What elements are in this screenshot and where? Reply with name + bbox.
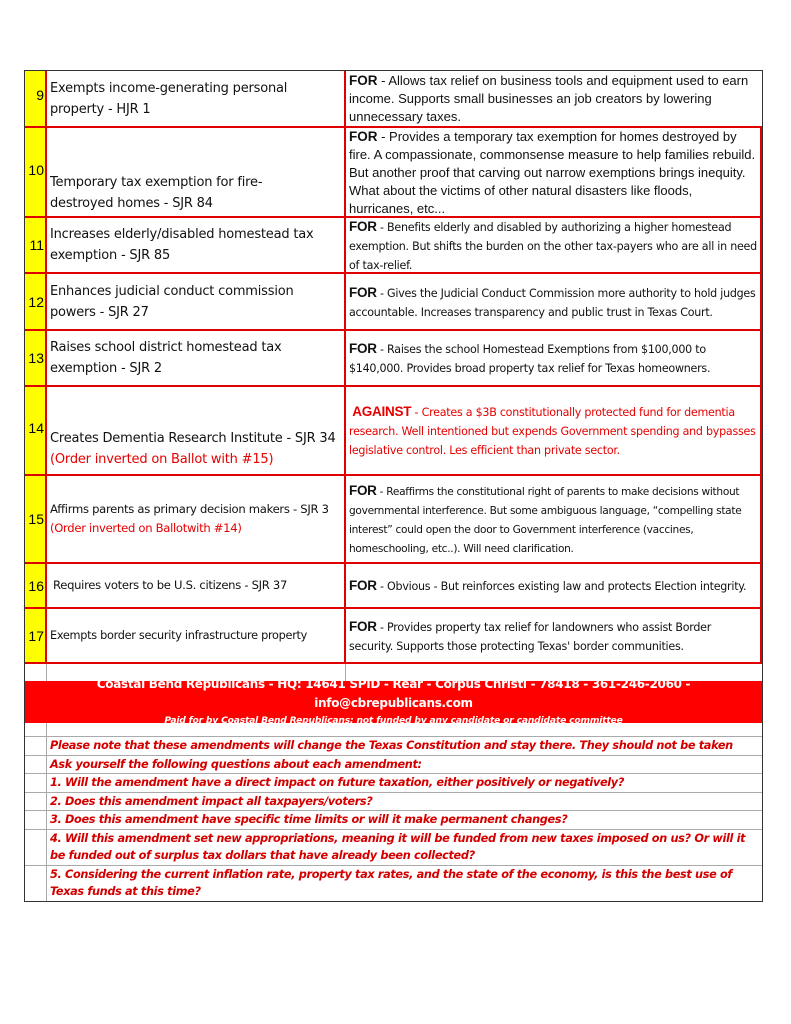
note-row: [25, 793, 762, 812]
amendment-number: 17: [25, 609, 47, 662]
amendment-title: [47, 128, 346, 216]
amendment-title-text: Creates Dementia Research Institute - SJR 34: [50, 431, 336, 446]
amendment-title: [47, 387, 346, 474]
note-text: 1. Will the amendment have a direct impact on future taxation, either positively or negatively?: [50, 776, 625, 789]
amendment-description: [346, 476, 762, 562]
ballot-order-note: (Order inverted on Ballotwith #14): [50, 521, 242, 535]
amendment-title-text: Affirms parents as primary decision makers - SJR 3: [50, 502, 329, 516]
amendment-number: 13: [25, 331, 47, 385]
note-index-cell: [25, 866, 47, 901]
amendment-row-11: [25, 218, 762, 274]
stance-description: - Benefits elderly and disabled by authorizing a higher homestead exemption. But shifts the burden on the other tax-payers who are all in need of tax-relief.: [349, 220, 757, 272]
note-row: [25, 737, 762, 756]
note-text: 2. Does this amendment impact all taxpayers/voters?: [50, 794, 373, 808]
amendment-row-14: [25, 387, 762, 476]
spacer-row: [25, 723, 762, 737]
amendment-title-text: Exempts income-generating personal property - HJR 1: [50, 80, 288, 117]
stance-label: FOR: [349, 341, 377, 356]
amendment-title: [47, 564, 346, 607]
amendment-number: 15: [25, 476, 47, 562]
amendment-number: 14: [25, 387, 47, 474]
amendment-title-text: Requires voters to be U.S. citizens - SJR 37: [53, 578, 288, 592]
note-index-cell: [25, 756, 47, 774]
amendment-row-10: [25, 128, 762, 218]
stance-description: - Reaffirms the constitutional right of parents to make decisions without governmental interference. But some ambiguous language, “compelling state interest” could open the door to Government interference (vaccines, homeschooling, etc..). Will need clarification.: [349, 485, 742, 555]
amendment-title-text: Raises school district homestead tax exemption - SJR 2: [50, 340, 282, 376]
stance-label: FOR: [349, 284, 377, 300]
note-index-cell: [25, 793, 47, 811]
stance-label: FOR: [349, 218, 377, 234]
amendment-description: [346, 387, 762, 474]
amendment-row-15: [25, 476, 762, 564]
note-text: 5. Considering the current inflation rate, property tax rates, and the state of the economy, is this the best use of Texas funds at this time?: [50, 867, 732, 898]
amendment-number: 12: [25, 274, 47, 329]
note-text: Please note that these amendments will change the Texas Constitution and stay there. They should not be taken: [50, 739, 733, 752]
amendment-description: [346, 128, 762, 216]
amendment-title: [47, 609, 346, 662]
amendment-title: [47, 71, 346, 126]
amendment-title-text: Exempts border security infrastructure property: [50, 629, 308, 642]
paid-for-disclaimer: Paid for by Coastal Bend Republicans; not funded by any candidate or candidate committee: [164, 715, 623, 726]
amendment-description: [346, 71, 762, 126]
amendment-number: 11: [25, 218, 47, 272]
amendment-title-text: Increases elderly/disabled homestead tax exemption - SJR 85: [50, 227, 314, 263]
stance-description: - Provides a temporary tax exemption for homes destroyed by fire. A compassionate, commonsense measure to help families rebuild. But another proof that carving out narrow exemptions brings inequity. What about the victims of other natural disasters like floods, hurricanes, etc...: [349, 128, 756, 216]
stance-label: FOR: [349, 618, 377, 634]
amendment-title-text: Enhances judicial conduct commission powers - SJR 27: [50, 283, 294, 320]
note-text: Ask yourself the following questions about each amendment:: [50, 757, 422, 771]
note-index-cell: [25, 774, 47, 792]
amendment-row-16: [25, 564, 762, 609]
amendment-description: [346, 564, 762, 607]
note-index-cell: [25, 737, 47, 755]
note-row: [25, 756, 762, 775]
contact-banner: [25, 677, 762, 726]
stance-description: - Obvious - But reinforces existing law and protects Election integrity.: [376, 580, 747, 593]
amendments-sheet: [24, 70, 763, 902]
amendment-description: [346, 609, 762, 662]
amendment-number: 10: [25, 128, 47, 216]
spacer-cell: [47, 723, 762, 736]
amendment-title-text: Temporary tax exemption for fire-destroyed homes - SJR 84: [50, 175, 263, 211]
stance-label: FOR: [349, 482, 377, 498]
note-text: 4. Will this amendment set new appropriations, meaning it will be funded from new taxes imposed on us? Or will it be funded out of surplus tax dollars that have already been collected?: [50, 831, 746, 862]
spacer-cell: [25, 723, 47, 736]
note-row: [25, 866, 762, 901]
note-index-cell: [25, 811, 47, 829]
amendment-row-13: [25, 331, 762, 387]
stance-label: FOR: [349, 128, 378, 144]
amendment-title: [47, 476, 346, 562]
amendment-row-12: [25, 274, 762, 331]
amendment-row-9: [25, 71, 762, 128]
stance-description: - Gives the Judicial Conduct Commission more authority to hold judges accountable. Increases transparency and public trust in Texas Court.: [349, 286, 756, 319]
amendment-description: [346, 218, 762, 272]
amendment-title: [47, 331, 346, 385]
stance-description: - Raises the school Homestead Exemptions from $100,000 to $140,000. Provides broad property tax relief for Texas homeowners.: [349, 343, 711, 375]
stance-description: - Allows tax relief on business tools and equipment used to earn income. Supports small businesses an job creators by lowering unnecessary taxes.: [349, 73, 749, 124]
amendment-number: 9: [25, 71, 47, 126]
note-text: 3. Does this amendment have specific time limits or will it make permanent changes?: [50, 813, 568, 826]
amendment-title: [47, 218, 346, 272]
note-row: [25, 774, 762, 793]
stance-label: AGAINST: [352, 404, 412, 419]
stance-description: - Creates a $3B constitutionally protected fund for dementia research. Well intentioned but expends Government spending and bypasses legislative control. Les efficient than private sector.: [349, 406, 756, 457]
stance-label: FOR: [349, 578, 377, 593]
note-row: [25, 830, 762, 866]
amendment-description: [346, 331, 762, 385]
note-index-cell: [25, 830, 47, 865]
amendment-number: 16: [25, 564, 47, 607]
contact-info: Coastal Bend Republicans - HQ: 14641 SPID - Rear - Corpus Christi - 78418 - 361-246-2060 - info@cbrepublicans.com: [96, 677, 691, 710]
note-row: [25, 811, 762, 830]
amendment-description: [346, 274, 762, 329]
stance-description: - Provides property tax relief for landowners who assist Border security. Supports those protecting Texas' border communities.: [349, 620, 712, 653]
amendment-title: [47, 274, 346, 329]
stance-label: FOR: [349, 73, 378, 88]
ballot-order-note: (Order inverted on Ballot with #15): [50, 452, 274, 467]
amendment-row-17: [25, 609, 762, 664]
